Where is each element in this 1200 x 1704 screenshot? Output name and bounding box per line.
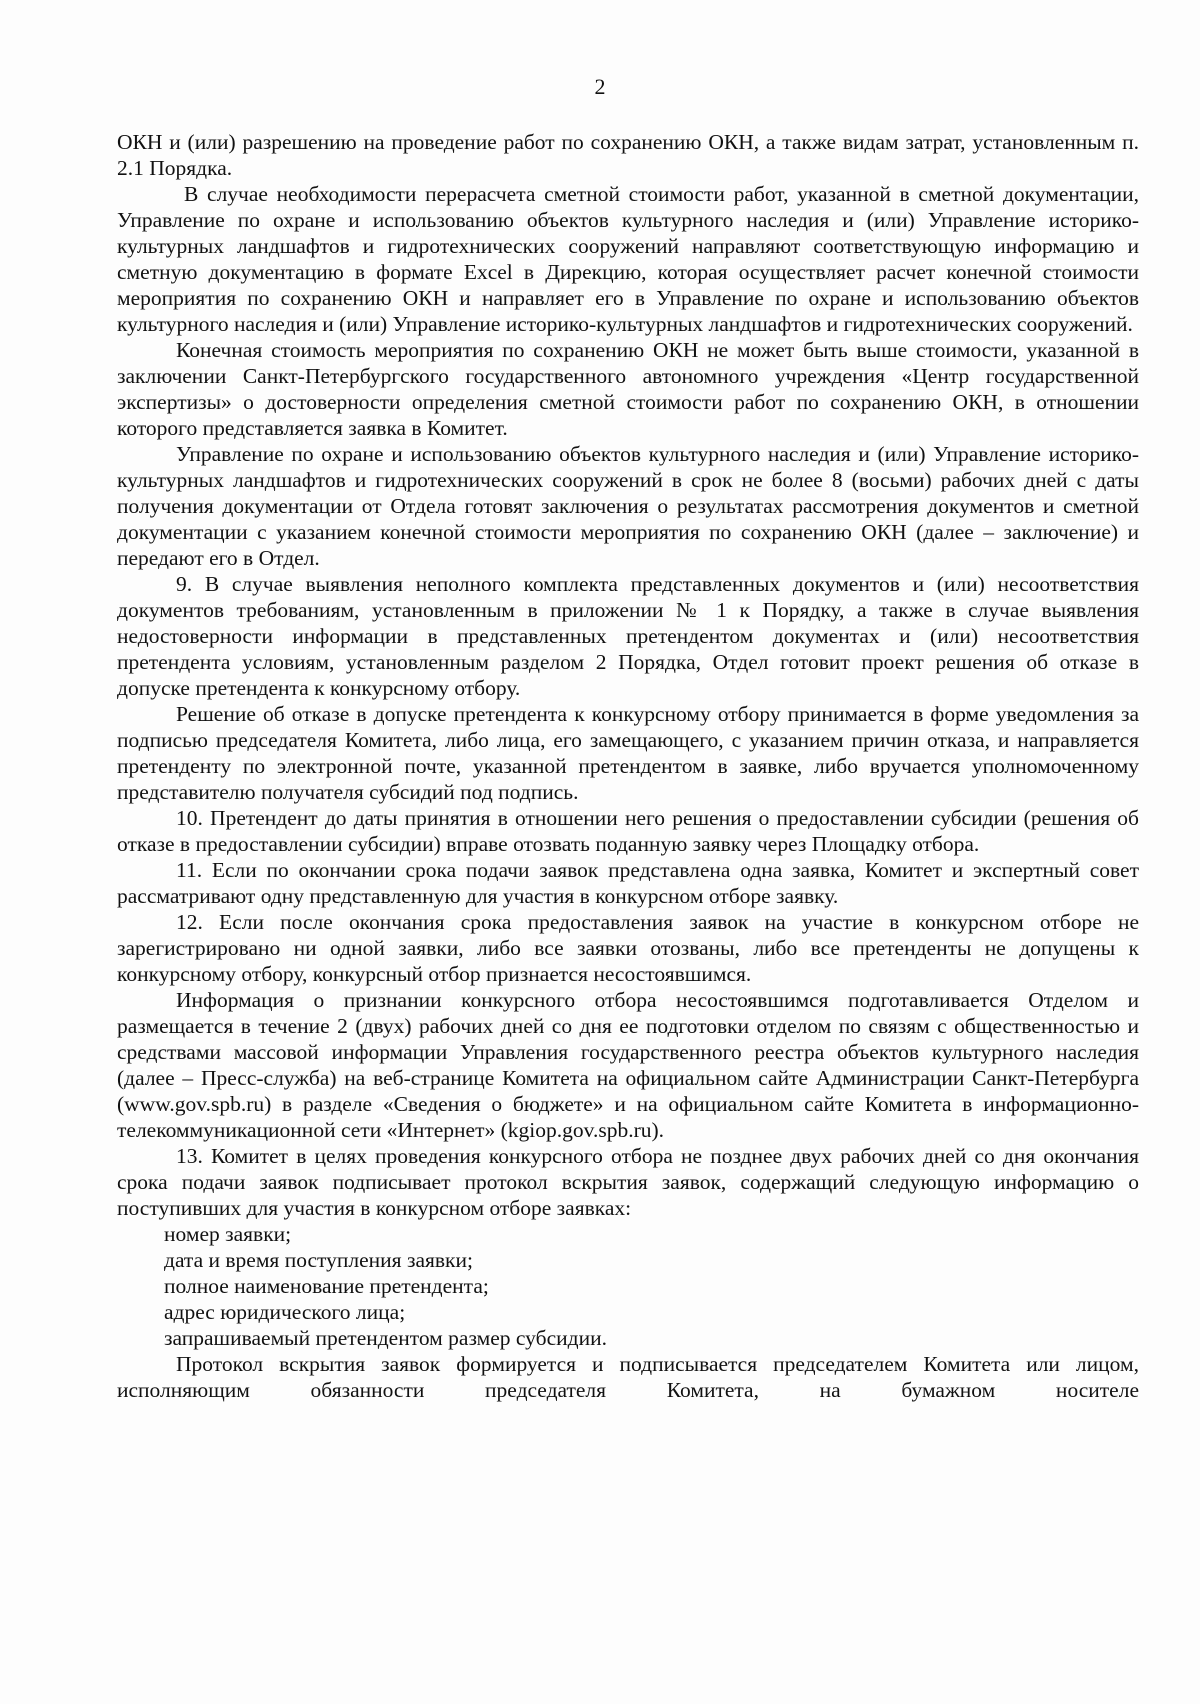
paragraph-refusal-decision: Решение об отказе в допуске претендента к конкурсному отбору принимается в форме уведомления за подписью председателя Комитета, либо лица, его замещающего, с указанием причин отказа, и направляется претенденту по электронной почте, указанной претендентом в заявке, либо вручается уполномоченному представителю получателя субсидий под подпись. [117, 702, 1139, 804]
paragraph-item-11: 11. Если по окончании срока подачи заявок представлена одна заявка, Комитет и экспертный совет рассматривают одну представленную для участия в конкурсном отборе заявку. [117, 858, 1139, 908]
list-item: запрашиваемый претендентом размер субсидии. [164, 1326, 607, 1350]
paragraph-conclusion: Управление по охране и использованию объектов культурного наследия и (или) Управление историко-культурных ландшафтов и гидротехнических сооружений в срок не более 8 (восьми) рабочих дней с даты получения документации от Отдела готовят заключения о результатах рассмотрения документов и сметной документации с указанием конечной стоимости мероприятия по сохранению ОКН (далее – заключение) и передают его в Отдел. [117, 442, 1139, 570]
protocol-contents-list [117, 1221, 1139, 1351]
paragraph-protocol-signing: Протокол вскрытия заявок формируется и подписывается председателем Комитета или лицом, исполняющим обязанности председателя Комитета, на бумажном носителе [117, 1352, 1139, 1402]
paragraph-recalculation: В случае необходимости перерасчета сметной стоимости работ, указанной в сметной документации, Управление по охране и использованию объектов культурного наследия и (или) Управление историко-культурных ландшафтов и гидротехнических сооружений направляют соответствующую информацию и сметную документацию в формате Excel в Дирекцию, которая осуществляет расчет конечной стоимости мероприятия по сохранению ОКН и направляет его в Управление по охране и использованию объектов культурного наследия и (или) Управление историко-культурных ландшафтов и гидротехнических сооружений. [117, 182, 1139, 336]
list-item: адрес юридического лица; [164, 1300, 406, 1324]
page-number: 2 [594, 74, 606, 99]
paragraph-publication-info: Информация о признании конкурсного отбора несостоявшимся подготавливается Отделом и размещается в течение 2 (двух) рабочих дней со дня ее подготовки отделом по связям с общественностью и средствами массовой информации Управления государственного реестра объектов культурного наследия (далее – Пресс-служба) на веб-странице Комитета на официальном сайте Администрации Санкт-Петербурга (www.gov.spb.ru) в разделе «Сведения о бюджете» и на официальном сайте Комитета в информационно-телекоммуникационной сети «Интернет» (kgiop.gov.spb.ru). [117, 988, 1139, 1142]
list-item: полное наименование претендента; [164, 1274, 489, 1298]
list-item: дата и время поступления заявки; [164, 1248, 473, 1272]
paragraph-item-13: 13. Комитет в целях проведения конкурсного отбора не позднее двух рабочих дней со дня окончания срока подачи заявок подписывает протокол вскрытия заявок, содержащий следующую информацию о поступивших для участия в конкурсном отборе заявках: [117, 1144, 1139, 1220]
list-item: номер заявки; [164, 1222, 292, 1246]
paragraph-continuation: ОКН и (или) разрешению на проведение работ по сохранению ОКН, а также видам затрат, установленным п. 2.1 Порядка. [117, 130, 1139, 180]
paragraph-item-9: 9. В случае выявления неполного комплекта представленных документов и (или) несоответствия документов требованиям, установленным в приложении № 1 к Порядку, а также в случае выявления недостоверности информации в представленных претендентом документах и (или) несоответствия претендента условиям, установленным разделом 2 Порядка, Отдел готовит проект решения об отказе в допуске претендента к конкурсному отбору. [117, 572, 1139, 700]
document-body [117, 129, 1139, 1403]
paragraph-final-cost: Конечная стоимость мероприятия по сохранению ОКН не может быть выше стоимости, указанной в заключении Санкт-Петербургского государственного автономного учреждения «Центр государственной экспертизы» о достоверности определения сметной стоимости работ по сохранению ОКН, в отношении которого представляется заявка в Комитет. [117, 338, 1139, 440]
paragraph-item-12: 12. Если после окончания срока предоставления заявок на участие в конкурсном отборе не зарегистрировано ни одной заявки, либо все заявки отозваны, либо все претенденты не допущены к конкурсному отбору, конкурсный отбор признается несостоявшимся. [117, 910, 1139, 986]
paragraph-item-10: 10. Претендент до даты принятия в отношении него решения о предоставлении субсидии (решения об отказе в предоставлении субсидии) вправе отозвать поданную заявку через Площадку отбора. [117, 806, 1139, 856]
